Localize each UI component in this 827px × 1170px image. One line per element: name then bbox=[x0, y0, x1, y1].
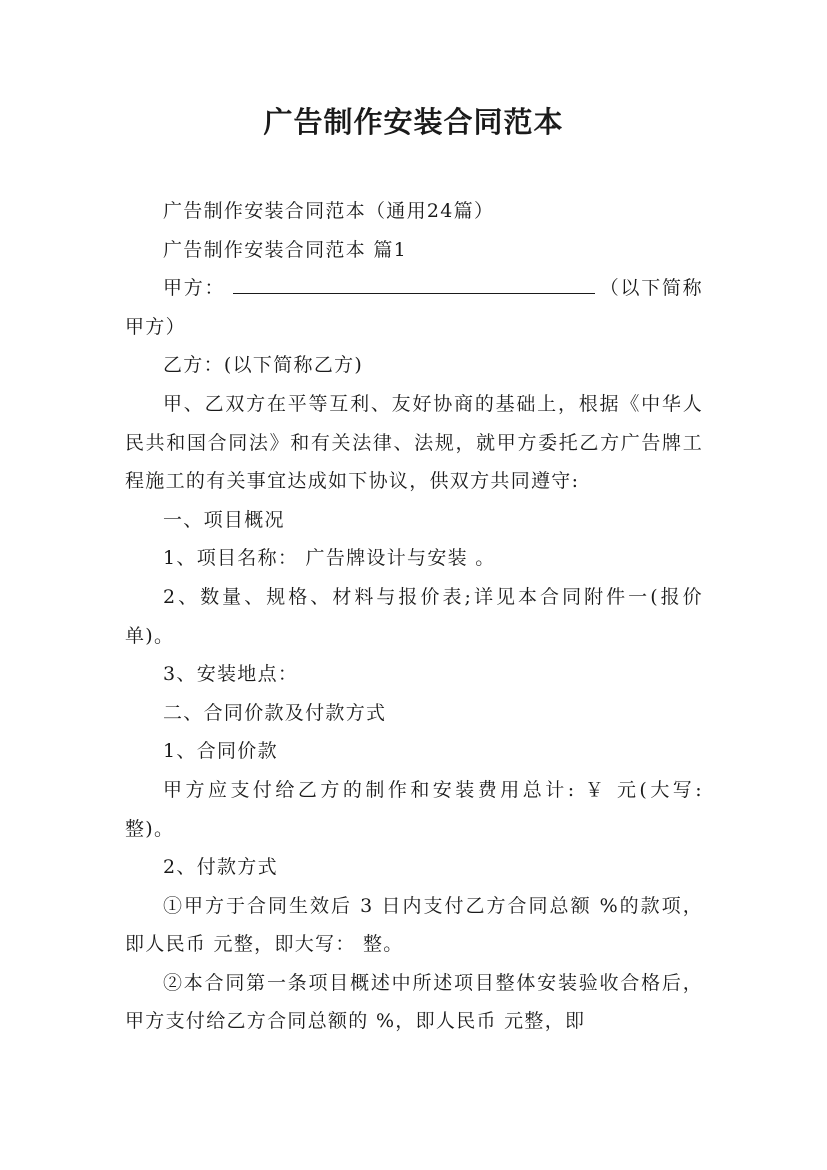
paragraph-subtitle: 广告制作安装合同范本（通用24篇） bbox=[163, 200, 495, 222]
party-a-suffix: （以下简称甲方） bbox=[125, 277, 703, 338]
paragraph-part-heading: 广告制作安装合同范本 篇1 bbox=[163, 238, 408, 261]
party-a-label: 甲方： bbox=[163, 277, 226, 300]
paragraph-payment-heading: 2、付款方式 bbox=[163, 856, 278, 879]
section-heading-price: 二、合同价款及付款方式 bbox=[163, 701, 387, 724]
paragraph-price-total: 甲方应支付给乙方的制作和安装费用总计: ￥ 元(大写: 整)。 bbox=[125, 778, 703, 840]
paragraph-price-heading: 1、合同价款 bbox=[163, 740, 278, 763]
document-title: 广告制作安装合同范本 bbox=[263, 105, 564, 139]
paragraph-project-name: 1、项目名称： 广告牌设计与安装 。 bbox=[163, 547, 496, 570]
document-body bbox=[125, 192, 703, 1041]
party-a-blank bbox=[233, 273, 595, 294]
paragraph-party-b: 乙方：(以下简称乙方) bbox=[163, 354, 364, 377]
paragraph-quantity: 2、数量、规格、材料与报价表;详见本合同附件一(报价单)。 bbox=[125, 585, 703, 647]
section-heading-project: 一、项目概况 bbox=[163, 508, 285, 531]
paragraph-preamble: 甲、乙双方在平等互利、友好协商的基础上，根据《中华人民共和国合同法》和有关法律、法规，就甲方委托乙方广告牌工程施工的有关事宜达成如下协议，供双方共同遵守: bbox=[125, 392, 703, 493]
paragraph-payment-2: ②本合同第一条项目概述中所述项目整体安装验收合格后，甲方支付给乙方合同总额的 %，即人民币 元整，即 bbox=[125, 971, 703, 1033]
paragraph-location: 3、安装地点： bbox=[163, 663, 299, 686]
paragraph-party-a bbox=[125, 269, 703, 346]
paragraph-payment-1: ①甲方于合同生效后 3 日内支付乙方合同总额 %的款项，即人民币 元整，即大写： 整。 bbox=[125, 894, 703, 956]
